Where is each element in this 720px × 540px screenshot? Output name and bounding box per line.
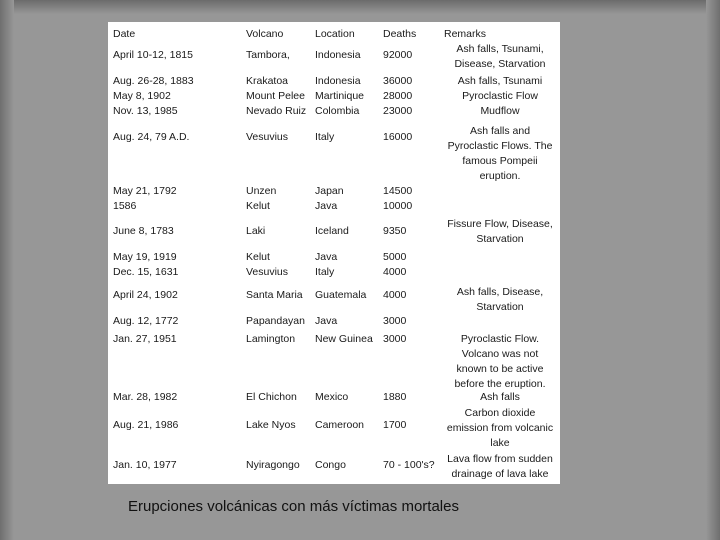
header-deaths: Deaths <box>383 28 417 40</box>
cell-volcano-line: Vesuvius <box>246 131 289 143</box>
cell-date <box>113 250 178 280</box>
cell-volcano-line: Unzen <box>246 185 277 197</box>
header-remarks: Remarks <box>444 28 487 40</box>
cell-location-line: Cameroon <box>315 419 365 431</box>
cell-date-line: April 24, 1902 <box>113 289 178 301</box>
cell-location-line: Martinique <box>315 90 365 102</box>
cell-volcano-line: El Chichon <box>246 391 297 403</box>
cell-remarks-line: Ash falls, Tsunami <box>457 75 543 87</box>
cell-location-line: Java <box>315 315 338 327</box>
cell-volcano <box>246 250 288 280</box>
cell-deaths-line: 16000 <box>383 131 413 143</box>
cell-location-line: Italy <box>315 266 335 278</box>
cell-remarks <box>444 406 560 451</box>
cell-deaths-line: 70 - 100's? <box>383 459 435 471</box>
cell-remarks-line: Ash falls, Tsunami, <box>456 43 544 55</box>
cell-deaths <box>383 48 412 63</box>
cell-volcano-line: Kelut <box>246 200 270 212</box>
cell-date <box>113 224 174 239</box>
cell-date-line: May 19, 1919 <box>113 251 177 263</box>
cell-date-line: Nov. 13, 1985 <box>113 105 178 117</box>
cell-date-line: Jan. 27, 1951 <box>113 333 177 345</box>
cell-deaths <box>383 418 406 433</box>
cell-deaths-line: 23000 <box>383 105 413 117</box>
cell-location-line: New Guinea <box>315 333 373 345</box>
cell-date-line: 1586 <box>113 200 137 212</box>
cell-volcano-line: Nyiragongo <box>246 459 300 471</box>
cell-deaths <box>383 458 435 473</box>
cell-date-line: May 21, 1792 <box>113 185 177 197</box>
cell-volcano <box>246 390 297 405</box>
cell-remarks-line: before the eruption. <box>454 378 546 390</box>
cell-remarks-line: famous Pompeii <box>462 155 538 167</box>
cell-volcano-line: Tambora, <box>246 49 290 61</box>
cell-remarks <box>444 390 560 405</box>
cell-date <box>113 390 177 405</box>
cell-deaths-line: 92000 <box>383 49 413 61</box>
cell-remarks-line: Pyroclastic Flow <box>462 90 538 102</box>
cell-location-line: Congo <box>315 459 346 471</box>
cell-location <box>315 332 373 347</box>
cell-volcano-line: Lamington <box>246 333 296 345</box>
cell-remarks-line: Ash falls and <box>469 125 531 137</box>
cell-location <box>315 250 337 280</box>
cell-location <box>315 184 344 214</box>
cell-remarks <box>444 332 560 392</box>
cell-deaths <box>383 288 406 303</box>
cell-remarks-line: Pyroclastic Flows. The <box>447 140 553 152</box>
cell-date-line: June 8, 1783 <box>113 225 174 237</box>
cell-volcano-line: Lake Nyos <box>246 419 296 431</box>
cell-remarks-line: Fissure Flow, Disease, <box>447 218 553 230</box>
cell-volcano <box>246 74 306 119</box>
cell-remarks <box>444 74 560 119</box>
cell-location <box>315 224 349 239</box>
cell-remarks-line: Carbon dioxide <box>464 407 536 419</box>
cell-location <box>315 390 348 405</box>
cell-location-line: Colombia <box>315 105 360 117</box>
header-date: Date <box>113 28 136 40</box>
cell-deaths <box>383 74 412 119</box>
cell-deaths <box>383 314 406 329</box>
cell-deaths-line: 9350 <box>383 225 407 237</box>
cell-location-line: Iceland <box>315 225 349 237</box>
cell-deaths-line: 28000 <box>383 90 413 102</box>
cell-location <box>315 314 337 329</box>
cell-volcano <box>246 458 300 473</box>
cell-location <box>315 48 361 63</box>
cell-location <box>315 74 364 119</box>
cell-date-line: Aug. 12, 1772 <box>113 315 179 327</box>
cell-volcano <box>246 288 303 303</box>
cell-volcano-line: Nevado Ruiz <box>246 105 307 117</box>
header-volcano: Volcano <box>246 28 284 40</box>
cell-volcano <box>246 314 305 329</box>
cell-deaths-line: 3000 <box>383 333 407 345</box>
cell-date-line: April 10-12, 1815 <box>113 49 193 61</box>
cell-remarks-line: Starvation <box>476 301 524 313</box>
cell-volcano-line: Kelut <box>246 251 270 263</box>
header-location: Location <box>315 28 355 40</box>
cell-remarks-line: Disease, Starvation <box>454 58 546 70</box>
cell-remarks-line: Mudflow <box>480 105 520 117</box>
cell-remarks-line: Starvation <box>476 233 524 245</box>
volcano-table <box>108 22 560 484</box>
cell-volcano <box>246 224 265 239</box>
cell-date <box>113 184 177 214</box>
cell-volcano-line: Laki <box>246 225 266 237</box>
cell-deaths-line: 10000 <box>383 200 413 212</box>
cell-deaths <box>383 390 406 405</box>
cell-deaths <box>383 224 406 239</box>
cell-date-line: Dec. 15, 1631 <box>113 266 179 278</box>
cell-location-line: Indonesia <box>315 49 361 61</box>
cell-remarks <box>444 452 560 482</box>
cell-volcano <box>246 184 276 214</box>
cell-volcano <box>246 332 295 347</box>
cell-remarks-line: Ash falls <box>480 391 520 403</box>
cell-date <box>113 418 178 433</box>
cell-deaths-line: 1880 <box>383 391 407 403</box>
cell-deaths <box>383 332 406 347</box>
cell-deaths-line: 4000 <box>383 266 407 278</box>
cell-volcano-line: Mount Pelee <box>246 90 305 102</box>
cell-deaths-line: 5000 <box>383 251 407 263</box>
cell-location-line: Japan <box>315 185 344 197</box>
cell-date-line: Aug. 26-28, 1883 <box>113 75 194 87</box>
cell-location-line: Java <box>315 251 338 263</box>
slide-caption: Erupciones volcánicas con más víctimas mortales <box>128 498 459 515</box>
cell-volcano-line: Papandayan <box>246 315 305 327</box>
cell-remarks-line: Volcano was not <box>461 348 539 360</box>
cell-remarks-line: Pyroclastic Flow. <box>460 333 540 345</box>
cell-volcano <box>246 418 296 433</box>
cell-remarks <box>444 217 560 247</box>
cell-location <box>315 130 334 145</box>
cell-deaths <box>383 184 412 214</box>
slide-edge-right <box>706 0 720 540</box>
cell-deaths <box>383 250 406 280</box>
cell-location <box>315 418 364 433</box>
cell-volcano <box>246 130 288 145</box>
cell-location-line: Italy <box>315 131 335 143</box>
cell-remarks-line: emission from volcanic <box>446 422 554 434</box>
cell-volcano-line: Krakatoa <box>246 75 289 87</box>
cell-remarks-line: Ash falls, Disease, <box>456 286 544 298</box>
slide-edge-left <box>0 0 14 540</box>
cell-date-line: May 8, 1902 <box>113 90 171 102</box>
cell-remarks-line: Lava flow from sudden <box>447 453 553 465</box>
cell-volcano-line: Vesuvius <box>246 266 289 278</box>
cell-deaths-line: 36000 <box>383 75 413 87</box>
cell-remarks-line: known to be active <box>456 363 544 375</box>
cell-location <box>315 288 366 303</box>
cell-date <box>113 74 194 119</box>
cell-date <box>113 458 177 473</box>
cell-location-line: Mexico <box>315 391 349 403</box>
cell-date-line: Mar. 28, 1982 <box>113 391 178 403</box>
cell-remarks-line: lake <box>490 437 510 449</box>
slide-edge-top <box>0 0 720 14</box>
cell-remarks-line: eruption. <box>479 170 521 182</box>
cell-date <box>113 130 189 145</box>
cell-deaths-line: 3000 <box>383 315 407 327</box>
cell-deaths-line: 4000 <box>383 289 407 301</box>
cell-location-line: Java <box>315 200 338 212</box>
cell-date-line: Aug. 24, 79 A.D. <box>113 131 190 143</box>
cell-volcano-line: Santa Maria <box>246 289 303 301</box>
cell-remarks <box>444 42 560 72</box>
cell-deaths-line: 1700 <box>383 419 407 431</box>
cell-date <box>113 332 177 347</box>
cell-deaths <box>383 130 412 145</box>
cell-remarks <box>444 124 560 184</box>
cell-volcano <box>246 48 290 63</box>
cell-date-line: Aug. 21, 1986 <box>113 419 179 431</box>
cell-date <box>113 288 178 303</box>
cell-location-line: Indonesia <box>315 75 361 87</box>
cell-location <box>315 458 346 473</box>
cell-remarks <box>444 285 560 315</box>
cell-date <box>113 314 178 329</box>
cell-remarks-line: drainage of lava lake <box>451 468 549 480</box>
cell-location-line: Guatemala <box>315 289 367 301</box>
cell-deaths-line: 14500 <box>383 185 413 197</box>
cell-date-line: Jan. 10, 1977 <box>113 459 177 471</box>
cell-date <box>113 48 193 63</box>
